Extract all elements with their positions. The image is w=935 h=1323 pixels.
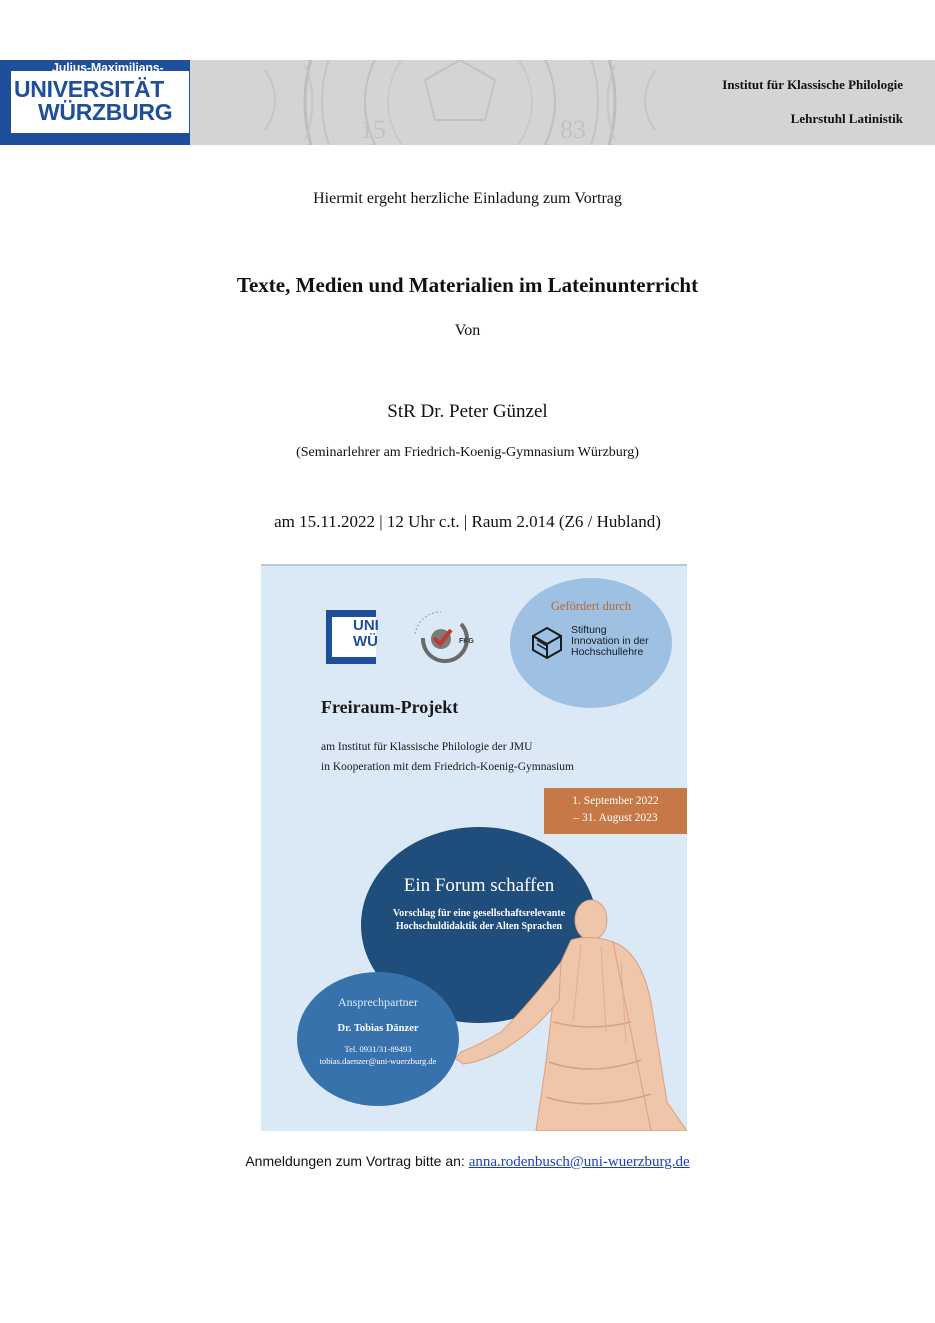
project-subtitle-2: in Kooperation mit dem Friedrich-Koenig-Gymnasium — [321, 761, 574, 773]
poster-uni-logo-text — [353, 618, 379, 650]
contact-heading: Ansprechpartner — [338, 995, 418, 1009]
poster-uni-logo-line2: WÜ — [353, 633, 378, 650]
lecture-title: Texte, Medien und Materialien im Lateinunterricht — [236, 273, 699, 297]
logo-line1: UNIVERSITÄT — [14, 76, 165, 102]
institute-name: Institut für Klassische Philologie — [722, 77, 903, 92]
project-subtitle-1: am Institut für Klassische Philologie der JMU — [321, 741, 533, 753]
contact-circle — [297, 972, 459, 1106]
project-poster — [261, 564, 687, 1131]
poster-uni-logo-line1: UNI — [353, 617, 379, 634]
poster-top-rule — [261, 564, 687, 566]
logo-line2: WÜRZBURG — [38, 99, 173, 125]
contact-name: Dr. Tobias Dänzer — [337, 1023, 419, 1034]
period-start: 1. September 2022 — [572, 795, 659, 807]
university-seal — [225, 60, 695, 145]
registration-email-link[interactable]: anna.rodenbusch@uni-wuerzburg.de — [468, 1154, 690, 1170]
foundation-name — [571, 625, 649, 658]
period-end: – 31. August 2023 — [573, 812, 658, 824]
funded-by-label: Gefördert durch — [550, 599, 632, 613]
fkg-label: FKG — [459, 638, 474, 645]
contact-email: tobias.daenzer@uni-wuerzburg.de — [319, 1056, 437, 1066]
foundation-cube-icon — [529, 624, 565, 660]
date-location: am 15.11.2022 | 12 Uhr c.t. | Raum 2.014 (Z6 / Hubland) — [274, 512, 661, 531]
statue-illustration — [441, 882, 687, 1131]
invitation-text: Hiermit ergeht herzliche Einladung zum Vortrag — [313, 190, 622, 207]
registration-line — [0, 1153, 935, 1171]
foundation-line3: Hochschullehre — [571, 646, 644, 658]
seal-year-right: 83 — [560, 115, 586, 144]
seal-year-left: 15 — [360, 115, 386, 144]
logo-small-text: Julius-Maximilians- — [52, 61, 164, 75]
foundation-line2: Innovation in der — [571, 635, 649, 647]
chair-name: Lehrstuhl Latinistik — [790, 111, 903, 126]
contact-phone: Tel. 0931/31-89493 — [344, 1044, 412, 1054]
forum-subtitle-2: Hochschuldidaktik der Alten Sprachen — [395, 921, 563, 932]
forum-title: Ein Forum schaffen — [403, 875, 555, 896]
speaker-name: StR Dr. Peter Günzel — [387, 401, 548, 422]
by-label: Von — [454, 322, 481, 339]
project-title: Freiraum-Projekt — [321, 697, 459, 717]
foundation-line1: Stiftung — [571, 624, 607, 636]
registration-text: Anmeldungen zum Vortrag bitte an: — [245, 1153, 465, 1169]
forum-subtitle-1: Vorschlag für eine gesellschaftsrelevante — [392, 908, 566, 919]
speaker-role: (Seminarlehrer am Friedrich-Koenig-Gymnasium Würzburg) — [296, 445, 639, 460]
